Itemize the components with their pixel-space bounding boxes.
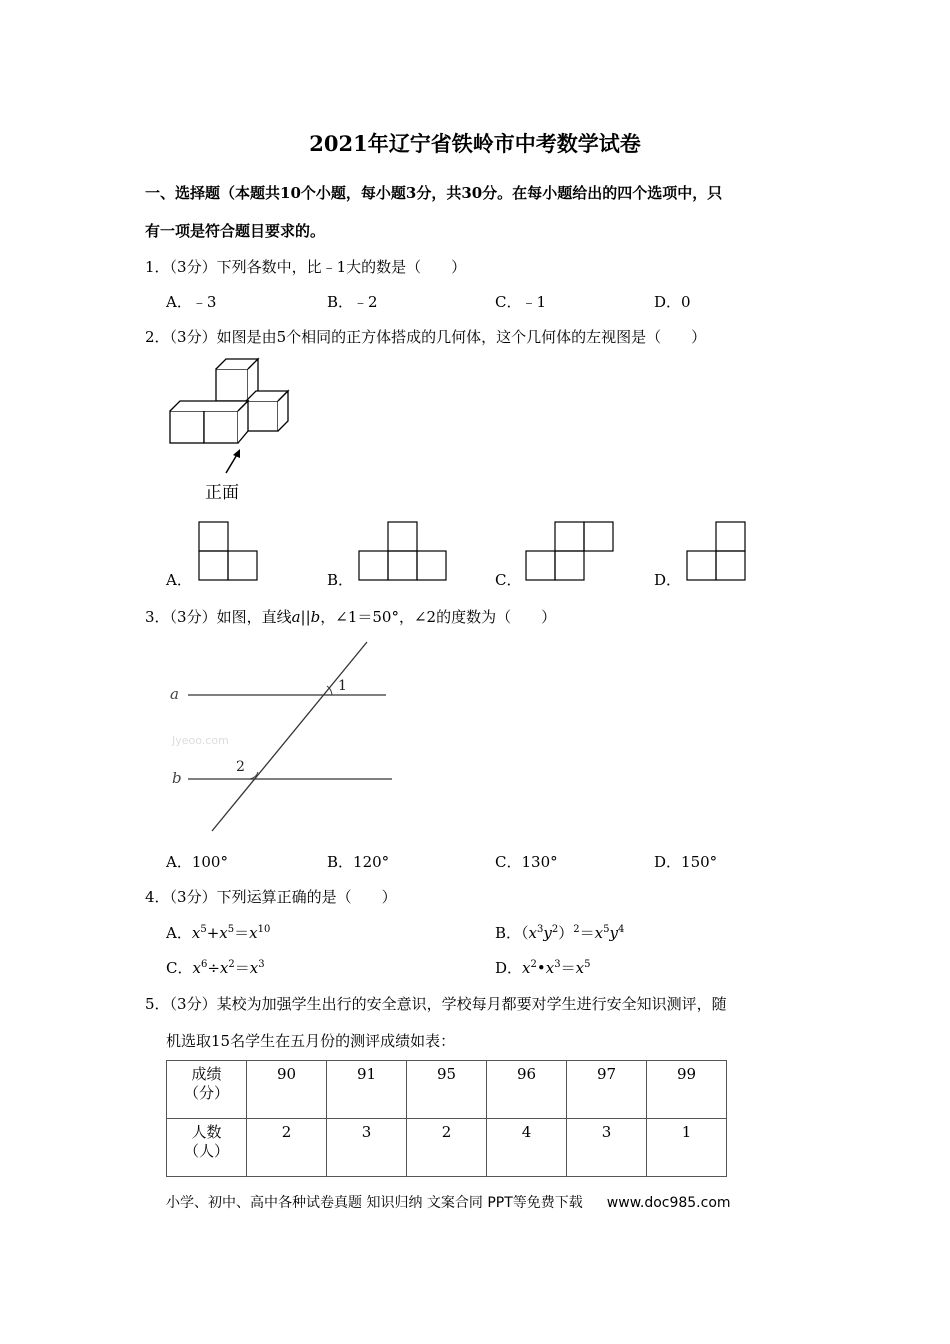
question-3-stem: [145, 606, 556, 627]
table-header-count: 人数 （人）: [167, 1119, 247, 1177]
q4-option-a-label: A．: [166, 924, 192, 942]
q4-option-b-expr: $(x^3y^2)^2=x^5y^4$: [521, 924, 625, 942]
q3-parallel-lines-figure: [160, 638, 410, 838]
q3-stem-post: ，∠1＝50°，∠2的度数为（ ）: [320, 608, 557, 626]
q2-option-d-figure: [686, 521, 748, 583]
q2-option-d: D．: [654, 571, 682, 589]
q3-option-b: B．120°: [327, 853, 390, 871]
q2-option-b: B．: [327, 571, 354, 589]
q1-option-c: C．﹣1: [495, 293, 547, 311]
q1-option-d: D．0: [654, 293, 691, 311]
q3-option-c: C．130°: [495, 853, 558, 871]
section-heading-line2: 有一项是符合题目要求的。: [145, 222, 326, 240]
q3-var-a: a: [291, 608, 301, 626]
question-2-stem: 2．（3分）如图是由5个相同的正方体搭成的几何体，这个几何体的左视图是（ ）: [145, 328, 707, 346]
table-cell: 99: [647, 1061, 727, 1119]
q3-stem-pre: 3．（3分）如图，直线: [145, 608, 292, 626]
table-row: [167, 1061, 727, 1119]
q4-option-b-label: B．: [495, 924, 522, 942]
question-1-stem: 1．（3分）下列各数中，比﹣1大的数是（ ）: [145, 258, 467, 276]
table-cell: 4: [487, 1119, 567, 1177]
q3-watermark: Jyeoo.com: [172, 734, 229, 747]
table-cell: 96: [487, 1061, 567, 1119]
q4-option-c-label: C．: [166, 959, 193, 977]
section-heading-line1: 一、选择题（本题共10个小题，每小题3分，共30分。在每小题给出的四个选项中，只: [145, 184, 723, 202]
footer-url[interactable]: www.doc985.com: [606, 1195, 731, 1211]
q4-option-c-expr: $x^6\div x^2=x^3$: [192, 959, 265, 977]
q4-option-a-expr: $x^5+x^5=x^{10}$: [191, 924, 271, 942]
q4-option-c: [166, 957, 265, 978]
q2-option-c: C．: [495, 571, 522, 589]
table-cell: 95: [407, 1061, 487, 1119]
q3-option-d: D．150°: [654, 853, 718, 871]
q2-option-a-figure: [198, 521, 260, 583]
table-cell: 1: [647, 1119, 727, 1177]
q5-score-table: [166, 1060, 727, 1177]
q3-label-b: b: [172, 769, 182, 787]
q4-option-d-expr: $x^2•x^3=x^5$: [522, 959, 591, 977]
q2-option-a: A．: [166, 571, 192, 589]
q4-option-d: [495, 957, 590, 978]
table-header-score: 成绩 （分）: [167, 1061, 247, 1119]
question-5-stem-line1: 5．（3分）某校为加强学生出行的安全意识，学校每月都要对学生进行安全知识测评，随: [145, 995, 727, 1013]
q3-var-b: b: [310, 608, 321, 626]
q3-angle-1-label: 1: [338, 678, 347, 694]
question-4-stem: 4．（3分）下列运算正确的是（ ）: [145, 888, 397, 906]
q3-parallel: ||: [300, 608, 311, 626]
q2-option-c-figure: [525, 521, 617, 583]
q3-label-a: a: [170, 685, 179, 703]
q2-figure-label: 正面: [205, 483, 239, 503]
page-footer: [166, 1192, 731, 1212]
question-5-stem-line2: 机选取15名学生在五月份的测评成绩如表：: [166, 1032, 456, 1050]
q2-option-b-figure: [358, 521, 450, 583]
table-cell: 2: [247, 1119, 327, 1177]
q1-option-a: A．﹣3: [166, 293, 217, 311]
q4-option-a: [166, 922, 270, 943]
q1-option-b: B．﹣2: [327, 293, 378, 311]
table-cell: 2: [407, 1119, 487, 1177]
table-cell: 3: [567, 1119, 647, 1177]
q4-option-d-label: D．: [495, 959, 523, 977]
table-cell: 91: [327, 1061, 407, 1119]
q4-option-b: [495, 922, 624, 943]
table-cell: 3: [327, 1119, 407, 1177]
table-row: [167, 1119, 727, 1177]
table-cell: 90: [247, 1061, 327, 1119]
footer-text: 小学、初中、高中各种试卷真题 知识归纳 文案合同 PPT等免费下载: [166, 1195, 583, 1211]
page-title: 2021年辽宁省铁岭市中考数学试卷: [309, 131, 641, 156]
table-cell: 97: [567, 1061, 647, 1119]
q3-angle-2-label: 2: [236, 759, 245, 775]
q3-option-a: A．100°: [166, 853, 228, 871]
